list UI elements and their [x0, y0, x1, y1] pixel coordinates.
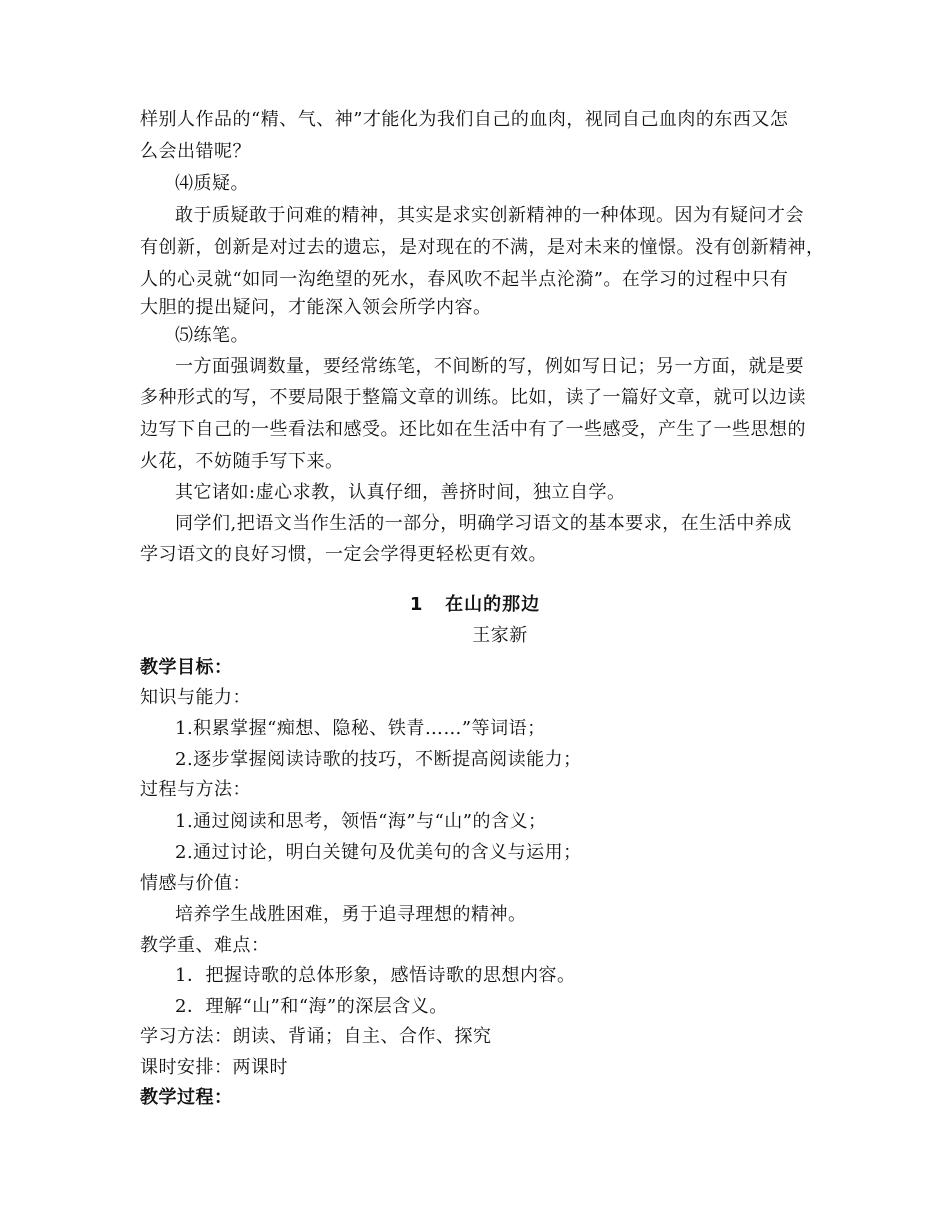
knowledge-heading: 知识与能力：: [140, 687, 251, 708]
section-5-heading: ⑸练笔。: [175, 325, 249, 346]
section-4-heading: ⑷质疑。: [175, 173, 249, 194]
process-heading: 过程与方法：: [140, 779, 251, 800]
section-4-line-1: 敢于质疑敢于问难的精神，其实是求实创新精神的一种体现。因为有疑问才会: [175, 205, 804, 226]
continuation-line-1: 样别人作品的“精、气、神”才能化为我们自己的血肉，视同自己血肉的东西又怎: [140, 109, 789, 130]
section-5-line-1: 一方面强调数量，要经常练笔，不间断的写，例如写日记；另一方面，就是要: [175, 356, 804, 377]
section-4-line-2: 有创新，创新是对过去的遗忘，是对现在的不满，是对未来的憧憬。没有创新精神，: [140, 237, 825, 258]
knowledge-item-2: 2.逐步掌握阅读诗歌的技巧，不断提高阅读能力；: [175, 749, 582, 770]
class-schedule: 课时安排：两课时: [140, 1057, 288, 1078]
section-5-line-2: 多种形式的写，不要局限于整篇文章的训练。比如，读了一篇好文章，就可以边读: [140, 387, 806, 408]
emotion-heading: 情感与价值：: [140, 873, 251, 894]
closing-line-1: 同学们,把语文当作生活的一部分，明确学习语文的基本要求，在生活中养成: [175, 513, 792, 534]
process-item-1: 1.通过阅读和思考，领悟“海”与“山”的含义；: [175, 811, 547, 832]
teaching-process-heading: 教学过程：: [140, 1087, 233, 1108]
key-points-heading: 教学重、难点：: [140, 935, 270, 956]
emotion-item: 培养学生战胜困难，勇于追寻理想的精神。: [175, 904, 527, 925]
section-5-line-3: 边写下自己的一些看法和感受。还比如在生活中有了一些感受，产生了一些思想的: [140, 419, 806, 440]
lesson-author: 王家新: [472, 625, 528, 646]
key-point-1: 1．把握诗歌的总体形象，感悟诗歌的思想内容。: [175, 965, 576, 986]
section-5-line-4: 火花，不妨随手写下来。: [140, 451, 344, 472]
process-item-2: 2.通过讨论，明白关键句及优美句的含义与运用；: [175, 842, 582, 863]
section-4-line-3: 人的心灵就“如同一沟绝望的死水，春风吹不起半点沦漪”。在学习的过程中只有: [140, 269, 789, 290]
knowledge-item-1: 1.积累掌握“痴想、隐秘、铁青……”等词语；: [175, 718, 546, 739]
objectives-heading: 教学目标：: [140, 657, 233, 678]
section-4-line-4: 大胆的提出疑问，才能深入领会所学内容。: [140, 297, 492, 318]
others-paragraph: 其它诸如:虚心求教，认真仔细，善挤时间，独立自学。: [175, 482, 626, 503]
key-point-2: 2．理解“山”和“海”的深层含义。: [175, 996, 448, 1017]
closing-line-2: 学习语文的良好习惯，一定会学得更轻松更有效。: [140, 544, 547, 565]
continuation-line-2: 么会出错呢？: [140, 141, 251, 162]
lesson-title: 1 在山的那边: [409, 594, 541, 615]
learning-methods: 学习方法：朗读、背诵；自主、合作、探究: [140, 1026, 492, 1047]
